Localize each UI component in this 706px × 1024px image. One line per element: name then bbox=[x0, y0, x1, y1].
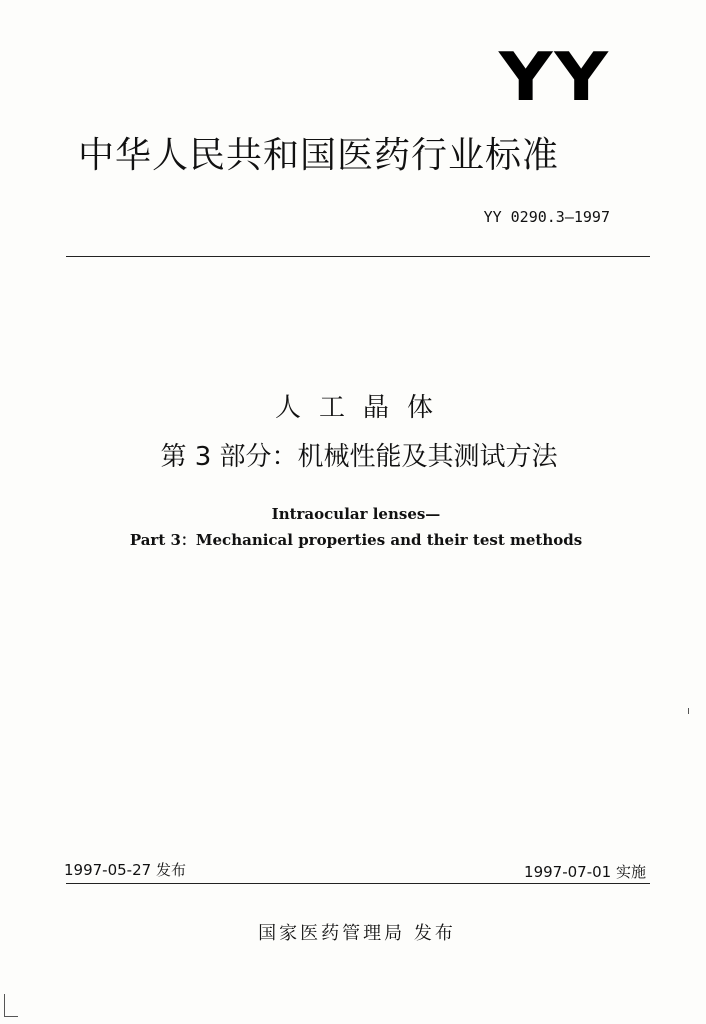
issue-date: 1997-05-27 发布 bbox=[64, 861, 186, 879]
scan-artifact-left bbox=[4, 994, 5, 1016]
document-title: 人工晶体 bbox=[274, 393, 451, 423]
publisher: 国家医药管理局 发布 bbox=[258, 923, 456, 944]
footer-divider bbox=[66, 883, 650, 884]
standard-number: YY 0290.3—1997 bbox=[483, 208, 610, 226]
scan-artifact-left-bottom bbox=[4, 1016, 18, 1017]
english-title-line1: Intraocular lenses— bbox=[271, 505, 441, 523]
yy-logo: YY bbox=[498, 38, 610, 116]
effective-date: 1997-07-01 实施 bbox=[524, 863, 646, 881]
org-title: 中华人民共和国医药行业标准 bbox=[78, 135, 560, 176]
english-title-line2: Part 3：Mechanical properties and their test methods bbox=[129, 531, 583, 549]
header-divider bbox=[66, 256, 650, 257]
document-subtitle: 第 3 部分：机械性能及其测试方法 bbox=[160, 442, 558, 472]
scan-artifact-right bbox=[688, 708, 689, 714]
